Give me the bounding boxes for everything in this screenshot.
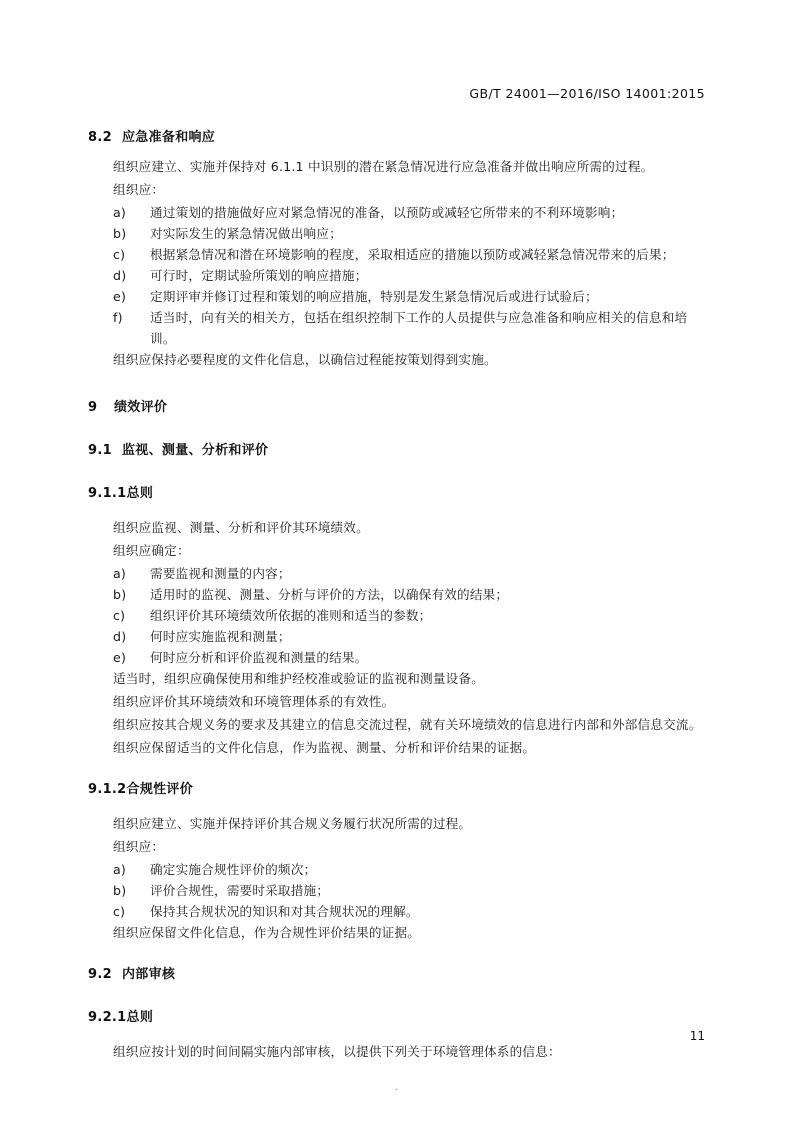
paragraph: 适当时，组织应确保使用和维护经校准或验证的监视和测量设备。	[113, 671, 485, 686]
section-title: 应急准备和响应	[122, 130, 216, 145]
section-heading-9-1-2	[88, 778, 705, 797]
list-item	[88, 880, 705, 901]
list-item	[88, 605, 705, 626]
list-item-marker: d)	[113, 268, 127, 283]
section-heading-9-1	[88, 439, 705, 458]
paragraph: 组织应保留适当的文件化信息，作为监视、测量、分析和评价结果的证据。	[113, 740, 536, 755]
list-item-marker: d)	[113, 629, 127, 644]
section-heading-9-2-1	[88, 1006, 705, 1025]
paragraph: 组织应保持必要程度的文件化信息，以确信过程能按策划得到实施。	[113, 352, 497, 367]
page-header-standard-code: GB/T 24001—2016/ISO 14001:2015	[469, 86, 705, 101]
list-item-text: 何时应分析和评价监视和测量的结果。	[150, 650, 368, 665]
paragraph: 组织应建立、实施并保持评价其合规义务履行状况所需的过程。	[113, 816, 472, 831]
section-heading-8-2	[88, 126, 705, 145]
list-item	[88, 584, 705, 605]
list-item-marker: b)	[113, 587, 127, 602]
ordered-list-9-1-2	[88, 859, 705, 922]
list-item-marker: e)	[113, 650, 127, 665]
list-item-marker: c)	[113, 904, 126, 919]
section-number: 8.2	[88, 130, 112, 145]
list-item-text: 可行时，定期试验所策划的响应措施；	[150, 268, 368, 283]
list-item-text: 组织评价其环境绩效所依据的准则和适当的参数；	[150, 608, 432, 623]
list-item	[88, 286, 705, 307]
paragraph: 组织应保留文件化信息，作为合规性评价结果的证据。	[113, 925, 421, 940]
list-item-text: 何时应实施监视和测量；	[150, 629, 291, 644]
list-item-text: 对实际发生的紧急情况做出响应；	[150, 226, 342, 241]
list-item	[88, 563, 705, 584]
list-item	[88, 202, 705, 223]
list-item-marker: c)	[113, 608, 126, 623]
list-item	[88, 244, 705, 265]
section-title: 绩效评价	[114, 400, 168, 415]
section-heading-9-2	[88, 963, 705, 982]
paragraph: 组织应确定：	[113, 543, 190, 558]
list-item	[88, 859, 705, 880]
section-number: 9.2.1	[88, 1010, 127, 1025]
paragraph: 组织应按计划的时间间隔实施内部审核，以提供下列关于环境管理体系的信息：	[113, 1044, 561, 1059]
section-title: 内部审核	[122, 967, 176, 982]
footer-mark: .	[394, 1082, 399, 1093]
section-number: 9.1.2	[88, 782, 127, 797]
paragraph: 组织应建立、实施并保持对 6.1.1 中识别的潜在紧急情况进行应急准备并做出响应所需的过程。	[113, 159, 654, 174]
list-item	[88, 901, 705, 922]
paragraph: 组织应：	[113, 182, 165, 197]
list-item	[88, 647, 705, 668]
list-item-text: 通过策划的措施做好应对紧急情况的准备，以预防或减轻它所带来的不利环境影响；	[150, 205, 624, 220]
section-heading-9-1-1	[88, 482, 705, 501]
section-number: 9	[88, 400, 98, 415]
list-item	[88, 626, 705, 647]
paragraph: 组织应：	[113, 839, 165, 854]
list-item	[88, 307, 705, 349]
list-item-marker: b)	[113, 883, 127, 898]
section-heading-9	[88, 396, 705, 415]
list-item	[88, 265, 705, 286]
list-item-text: 评价合规性，需要时采取措施；	[150, 883, 330, 898]
paragraph: 组织应按其合规义务的要求及其建立的信息交流过程，就有关环境绩效的信息进行内部和外部信息交流。	[113, 717, 702, 732]
list-item-text: 需要监视和测量的内容；	[150, 566, 291, 581]
list-item-marker: e)	[113, 289, 127, 304]
list-item-marker: c)	[113, 247, 126, 262]
list-item-marker: f)	[113, 310, 123, 325]
list-item-marker: b)	[113, 226, 127, 241]
list-item-text: 适用时的监视、测量、分析与评价的方法，以确保有效的结果；	[150, 587, 509, 602]
section-number: 9.2	[88, 967, 112, 982]
ordered-list-8-2	[88, 202, 705, 349]
section-title: 总则	[126, 1010, 154, 1025]
list-item-text: 确定实施合规性评价的频次；	[150, 862, 317, 877]
paragraph: 组织应监视、测量、分析和评价其环境绩效。	[113, 520, 369, 535]
ordered-list-9-1-1	[88, 563, 705, 668]
section-number: 9.1.1	[88, 486, 127, 501]
list-item-text: 根据紧急情况和潜在环境影响的程度，采取相适应的措施以预防或减轻紧急情况带来的后果；	[150, 247, 675, 262]
section-title: 监视、测量、分析和评价	[122, 443, 269, 458]
list-item-text: 保持其合规状况的知识和对其合规状况的理解。	[150, 904, 419, 919]
list-item-marker: a)	[113, 205, 127, 220]
page-number: 11	[689, 1029, 705, 1043]
list-item-marker: a)	[113, 566, 127, 581]
document-body	[88, 126, 705, 1064]
section-title: 合规性评价	[126, 782, 194, 797]
list-item	[88, 223, 705, 244]
paragraph: 组织应评价其环境绩效和环境管理体系的有效性。	[113, 694, 395, 709]
list-item-text: 适当时，向有关的相关方，包括在组织控制下工作的人员提供与应急准备和响应相关的信息和培训。	[150, 310, 688, 346]
section-number: 9.1	[88, 443, 112, 458]
section-title: 总则	[126, 486, 154, 501]
list-item-text: 定期评审并修订过程和策划的响应措施，特别是发生紧急情况后或进行试验后；	[150, 289, 598, 304]
list-item-marker: a)	[113, 862, 127, 877]
